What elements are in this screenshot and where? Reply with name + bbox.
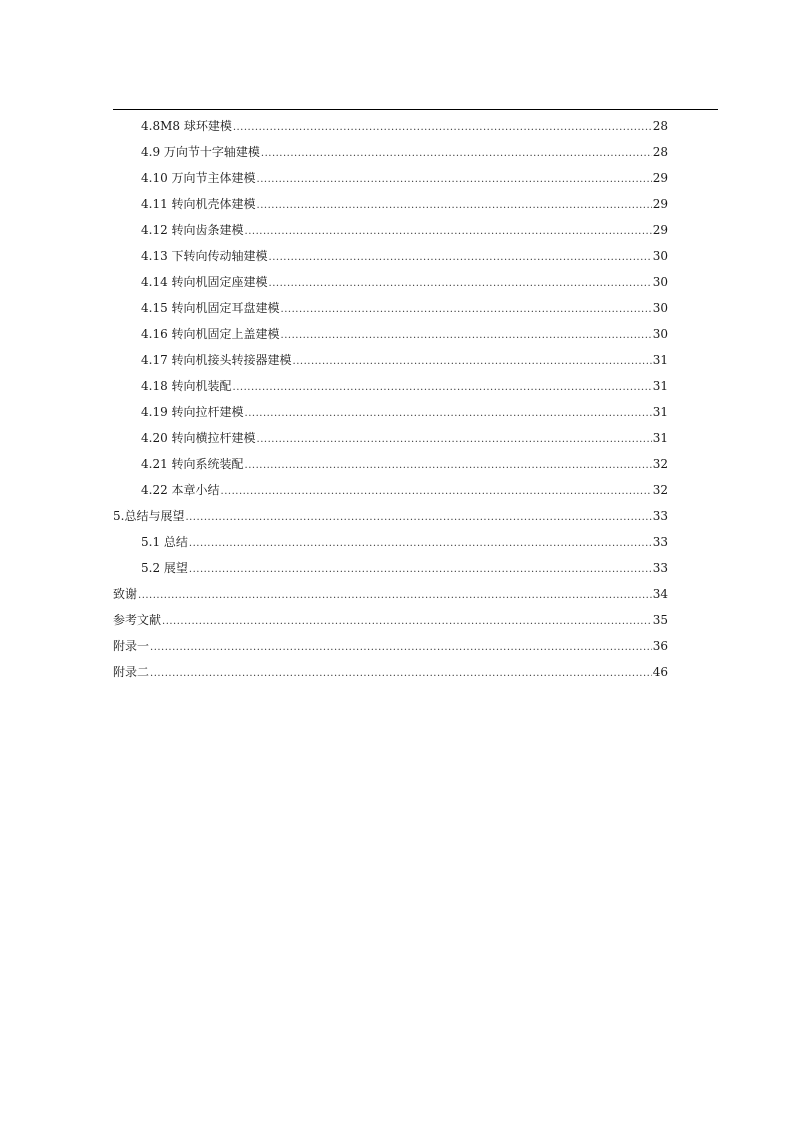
toc-entry-page: 30: [652, 301, 668, 315]
toc-entry-page: 33: [652, 509, 668, 523]
toc-entry-page: 33: [652, 535, 668, 549]
toc-entry-page: 33: [652, 561, 668, 575]
toc-entry[interactable]: [113, 503, 668, 529]
toc-entry-label: 4.18 转向机装配: [141, 379, 232, 393]
toc-entry[interactable]: [113, 113, 668, 139]
toc-entry-page: 28: [652, 119, 668, 133]
toc-entry-page: 28: [652, 145, 668, 159]
toc-leader-dots: [293, 349, 652, 375]
toc-entry[interactable]: [113, 139, 668, 165]
toc-entry-label: 4.20 转向横拉杆建模: [141, 431, 256, 445]
toc-entry[interactable]: [113, 477, 668, 503]
header-rule: [113, 109, 718, 110]
toc-entry-page: 31: [652, 431, 668, 445]
toc-entry-page: 35: [652, 613, 668, 627]
toc-leader-dots: [150, 661, 652, 687]
toc-leader-dots: [189, 531, 652, 557]
toc-leader-dots: [269, 245, 652, 271]
toc-entry-page: 32: [652, 457, 668, 471]
toc-entry[interactable]: [113, 165, 668, 191]
toc-entry-label: 附录二: [113, 665, 150, 679]
toc-leader-dots: [150, 635, 652, 661]
toc-leader-dots: [269, 271, 652, 297]
toc-leader-dots: [245, 453, 652, 479]
toc-entry-label: 4.22 本章小结: [141, 483, 220, 497]
toc-entry-label: 附录一: [113, 639, 150, 653]
table-of-contents: [113, 113, 668, 685]
toc-leader-dots: [257, 427, 652, 453]
toc-entry[interactable]: [113, 217, 668, 243]
toc-leader-dots: [245, 219, 652, 245]
toc-entry-label: 4.14 转向机固定座建模: [141, 275, 268, 289]
toc-leader-dots: [281, 297, 652, 323]
toc-entry[interactable]: [113, 529, 668, 555]
toc-entry[interactable]: [113, 191, 668, 217]
toc-entry[interactable]: [113, 555, 668, 581]
toc-leader-dots: [257, 167, 652, 193]
toc-entry[interactable]: [113, 581, 668, 607]
toc-entry-label: 4.19 转向拉杆建模: [141, 405, 244, 419]
toc-entry-label: 4.12 转向齿条建模: [141, 223, 244, 237]
toc-entry-page: 30: [652, 249, 668, 263]
toc-entry-label: 4.15 转向机固定耳盘建模: [141, 301, 280, 315]
toc-leader-dots: [233, 375, 652, 401]
toc-entry-page: 30: [652, 275, 668, 289]
toc-entry[interactable]: [113, 243, 668, 269]
toc-entry[interactable]: [113, 269, 668, 295]
toc-entry-page: 46: [652, 665, 668, 679]
toc-entry-label: 5.总结与展望: [113, 509, 185, 523]
toc-entry[interactable]: [113, 607, 668, 633]
toc-entry-page: 29: [652, 197, 668, 211]
toc-entry-label: 5.1 总结: [141, 535, 188, 549]
toc-leader-dots: [185, 505, 651, 531]
toc-entry-page: 31: [652, 353, 668, 367]
toc-entry-label: 致谢: [113, 587, 138, 601]
toc-entry[interactable]: [113, 425, 668, 451]
toc-entry-label: 5.2 展望: [141, 561, 188, 575]
toc-entry[interactable]: [113, 347, 668, 373]
toc-leader-dots: [221, 479, 652, 505]
toc-entry-label: 4.13 下转向传动轴建模: [141, 249, 268, 263]
toc-entry-label: 4.17 转向机接头转接器建模: [141, 353, 292, 367]
toc-leader-dots: [189, 557, 652, 583]
toc-entry-page: 29: [652, 171, 668, 185]
toc-entry[interactable]: [113, 659, 668, 685]
toc-entry[interactable]: [113, 451, 668, 477]
toc-entry-page: 29: [652, 223, 668, 237]
toc-entry-label: 4.16 转向机固定上盖建模: [141, 327, 280, 341]
toc-entry-page: 36: [652, 639, 668, 653]
toc-entry-page: 34: [652, 587, 668, 601]
toc-entry-label: 4.11 转向机壳体建模: [141, 197, 256, 211]
toc-entry-label: 4.10 万向节主体建模: [141, 171, 256, 185]
toc-leader-dots: [257, 193, 652, 219]
toc-entry-label: 4.8M8 球环建模: [141, 119, 232, 133]
toc-entry-label: 4.9 万向节十字轴建模: [141, 145, 260, 159]
toc-entry-page: 31: [652, 405, 668, 419]
toc-leader-dots: [281, 323, 652, 349]
toc-entry-label: 参考文献: [113, 613, 162, 627]
toc-entry[interactable]: [113, 373, 668, 399]
toc-entry[interactable]: [113, 633, 668, 659]
toc-leader-dots: [261, 141, 652, 167]
toc-leader-dots: [162, 609, 652, 635]
toc-entry-page: 32: [652, 483, 668, 497]
toc-entry[interactable]: [113, 295, 668, 321]
toc-entry[interactable]: [113, 321, 668, 347]
toc-leader-dots: [245, 401, 652, 427]
toc-entry-page: 30: [652, 327, 668, 341]
toc-leader-dots: [233, 115, 652, 141]
toc-leader-dots: [138, 583, 652, 609]
toc-entry-label: 4.21 转向系统装配: [141, 457, 244, 471]
toc-entry[interactable]: [113, 399, 668, 425]
toc-entry-page: 31: [652, 379, 668, 393]
